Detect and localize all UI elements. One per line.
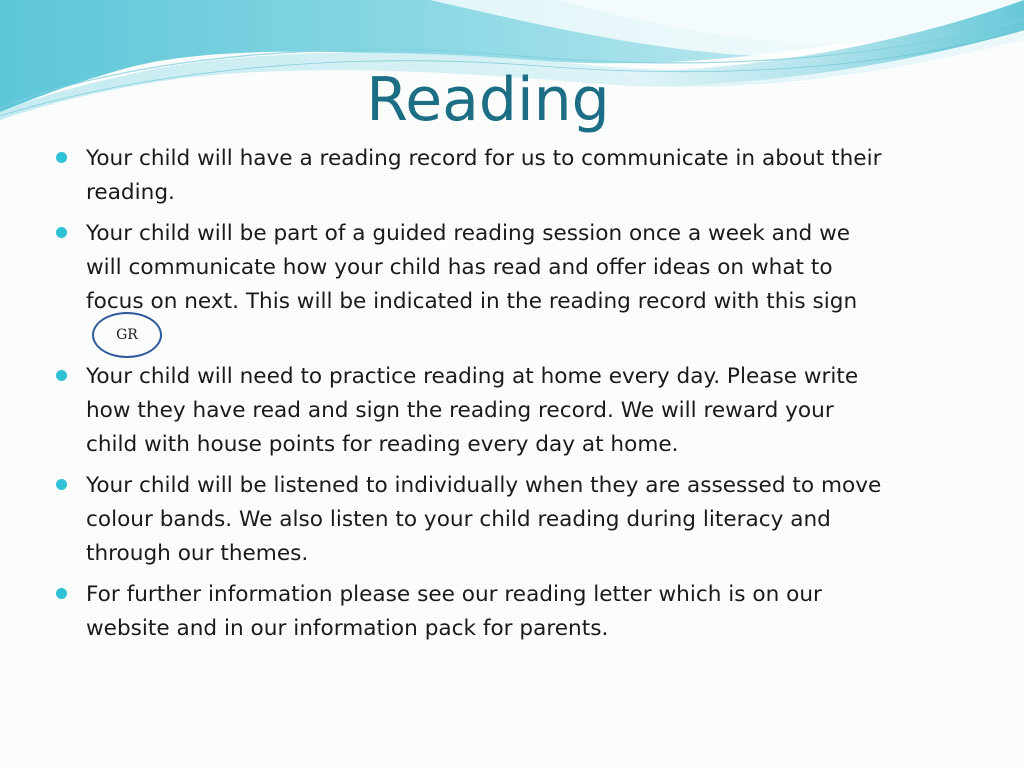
bullet-dot-icon: [56, 227, 67, 238]
gr-sign-icon: GR: [92, 312, 162, 358]
bullet-item: [56, 217, 886, 353]
bullet-list: [56, 142, 886, 653]
bullet-item: [56, 469, 886, 571]
bullet-item: [56, 142, 886, 210]
bullet-dot-icon: [56, 479, 67, 490]
bullet-text: For further information please see our reading letter which is on our website and in our information pack for parents.: [86, 582, 822, 641]
bullet-text: Your child will be listened to individually when they are assessed to move colour bands. We also listen to your child reading during literacy and through our themes.: [86, 473, 882, 566]
bullet-dot-icon: [56, 370, 67, 381]
bullet-item: [56, 578, 886, 646]
bullet-text: Your child will be part of a guided reading session once a week and we will communicate how your child has read and offer ideas on what to focus on next. This will be indicated in the reading record with this sign: [86, 221, 858, 314]
slide-title: Reading: [366, 65, 610, 135]
bullet-text: Your child will have a reading record for us to communicate in about their reading.: [86, 146, 882, 205]
bullet-text: Your child will need to practice reading at home every day. Please write how they have read and sign the reading record. We will reward your child with house points for reading every day at home.: [86, 364, 859, 457]
bullet-item: [56, 360, 886, 462]
bullet-dot-icon: [56, 588, 67, 599]
bullet-dot-icon: [56, 152, 67, 163]
